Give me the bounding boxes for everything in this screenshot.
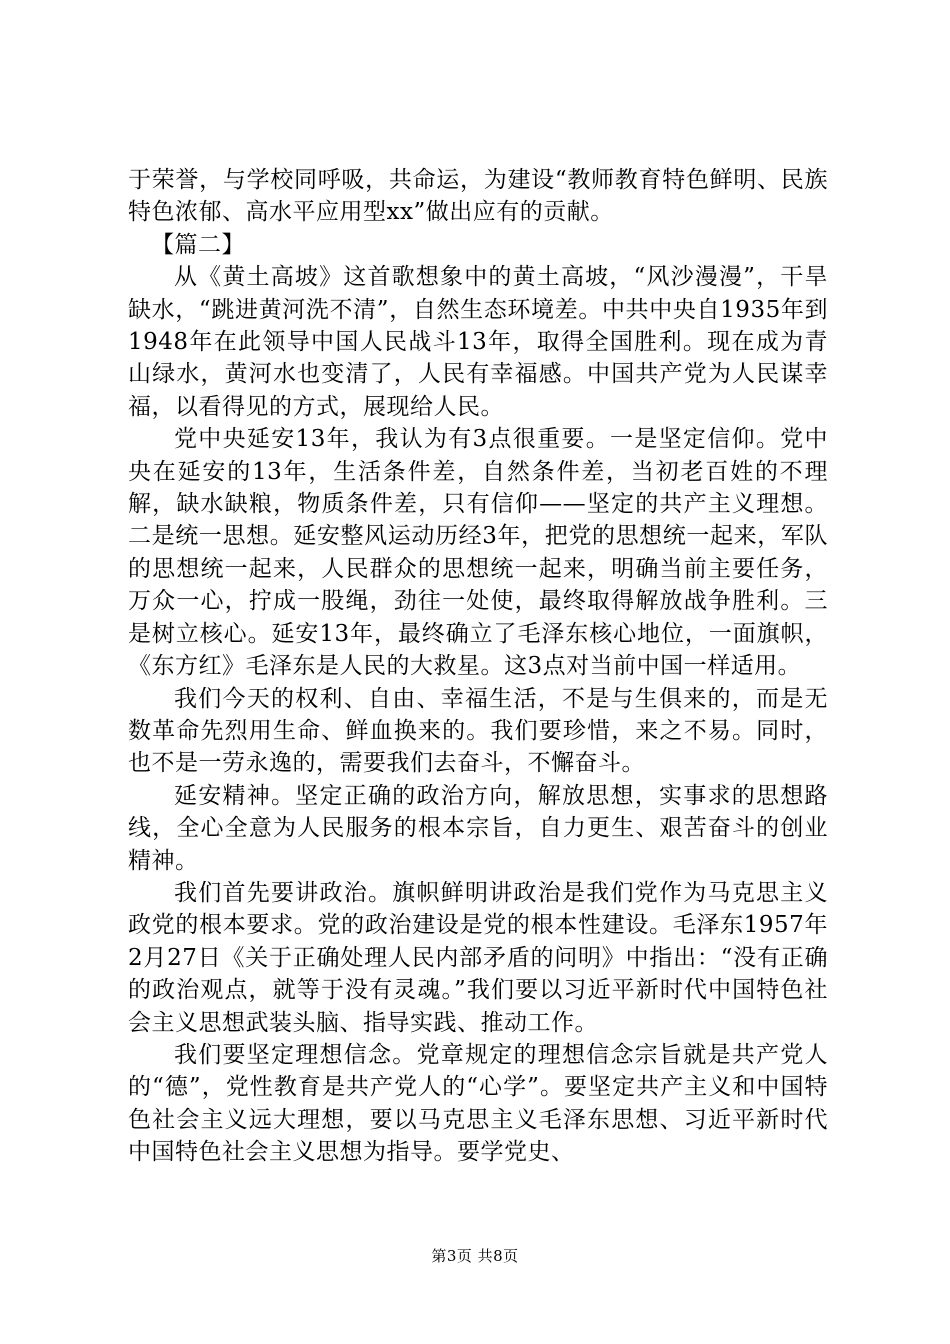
- paragraph: 延安精神。坚定正确的政治方向，解放思想，实事求的思想路线，全心全意为人民服务的根本宗旨，自力更生、艰苦奋斗的创业精神。: [128, 782, 828, 874]
- paragraph: 从《黄土高坡》这首歌想象中的黄土高坡，“风沙漫漫”，干旱缺水，“跳进黄河洗不清”，自然生态环境差。中共中央自1935年到1948年在此领导中国人民战斗13年，取得全国胜利。现在成为青山绿水，黄河水也变清了，人民有幸福感。中国共产党为人民谋幸福，以看得见的方式，展现给人民。: [128, 264, 828, 420]
- paragraph: 我们今天的权利、自由、幸福生活，不是与生俱来的，而是无数革命先烈用生命、鲜血换来的。我们要珍惜，来之不易。同时，也不是一劳永逸的，需要我们去奋斗，不懈奋斗。: [128, 685, 828, 777]
- paragraph: 党中央延安13年，我认为有3点很重要。一是坚定信仰。党中央在延安的13年，生活条件差，自然条件差，当初老百姓的不理解，缺水缺粮，物质条件差，只有信仰——坚定的共产主义理想。二是统一思想。延安整风运动历经3年，把党的思想统一起来，军队的思想统一起来，人民群众的思想统一起来，明确当前主要任务，万众一心，拧成一股绳，劲往一处使，最终取得解放战争胜利。三是树立核心。延安13年，最终确立了毛泽东核心地位，一面旗帜，《东方红》毛泽东是人民的大救星。这3点对当前中国一样适用。: [128, 426, 828, 680]
- page-number-footer: 第3页 共8页: [431, 1247, 519, 1265]
- section-heading: 【篇二】: [151, 231, 245, 258]
- paragraph: 我们首先要讲政治。旗帜鲜明讲政治是我们党作为马克思主义政党的根本要求。党的政治建设是党的根本性建设。毛泽东1957年2月27日《关于正确处理人民内部矛盾的问明》中指出：“没有正确的政治观点，就等于没有灵魂。”我们要以习近平新时代中国特色社会主义思想武装头脑、指导实践、推动工作。: [128, 879, 828, 1036]
- document-body: [128, 164, 828, 1169]
- paragraph: 我们要坚定理想信念。党章规定的理想信念宗旨就是共产党人的“德”，党性教育是共产党人的“心学”。要坚定共产主义和中国特色社会主义远大理想，要以马克思主义毛泽东思想、习近平新时代中国特色社会主义思想为指导。要学党史、: [128, 1041, 828, 1166]
- paragraph-continued: 于荣誉，与学校同呼吸，共命运，为建设“教师教育特色鲜明、民族特色浓郁、高水平应用型xx”做出应有的贡献。: [128, 167, 828, 226]
